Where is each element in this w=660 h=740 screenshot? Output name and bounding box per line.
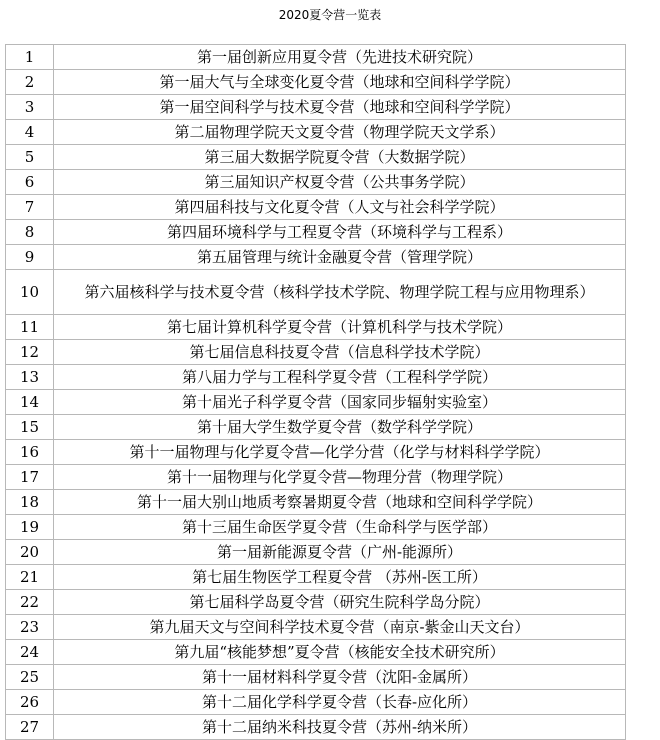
row-number: 25 <box>6 665 54 690</box>
table-row <box>6 715 626 740</box>
row-number: 12 <box>6 340 54 365</box>
table-row <box>6 565 626 590</box>
camp-name: 第五届管理与统计金融夏令营（管理学院） <box>54 245 626 270</box>
table-row <box>6 490 626 515</box>
camp-name: 第八届力学与工程科学夏令营（工程科学学院） <box>54 365 626 390</box>
row-number: 21 <box>6 565 54 590</box>
row-number: 20 <box>6 540 54 565</box>
row-number: 18 <box>6 490 54 515</box>
camp-name: 第十一届物理与化学夏令营—物理分营（物理学院） <box>54 465 626 490</box>
row-number: 3 <box>6 95 54 120</box>
page-title: 2020夏令营一览表 <box>278 8 382 22</box>
table-row <box>6 665 626 690</box>
camp-name: 第十一届大别山地质考察暑期夏令营（地球和空间科学学院） <box>54 490 626 515</box>
table-row <box>6 590 626 615</box>
table-row <box>6 415 626 440</box>
table-row <box>6 270 626 315</box>
table-row <box>6 45 626 70</box>
row-number: 26 <box>6 690 54 715</box>
table-row <box>6 390 626 415</box>
table-row <box>6 195 626 220</box>
camp-name: 第三届知识产权夏令营（公共事务学院） <box>54 170 626 195</box>
camp-name: 第一届大气与全球变化夏令营（地球和空间科学学院） <box>54 70 626 95</box>
table-row <box>6 640 626 665</box>
table-row <box>6 170 626 195</box>
camp-name: 第一届创新应用夏令营（先进技术研究院） <box>54 45 626 70</box>
table-row <box>6 465 626 490</box>
row-number: 14 <box>6 390 54 415</box>
row-number: 17 <box>6 465 54 490</box>
camp-table <box>5 44 626 740</box>
row-number: 11 <box>6 315 54 340</box>
camp-name: 第七届生物医学工程夏令营 （苏州-医工所） <box>54 565 626 590</box>
row-number: 5 <box>6 145 54 170</box>
camp-name: 第十届光子科学夏令营（国家同步辐射实验室） <box>54 390 626 415</box>
camp-name: 第十一届物理与化学夏令营—化学分营（化学与材料科学学院） <box>54 440 626 465</box>
row-number: 13 <box>6 365 54 390</box>
camp-name: 第十三届生命医学夏令营（生命科学与医学部） <box>54 515 626 540</box>
camp-name: 第一届新能源夏令营（广州-能源所） <box>54 540 626 565</box>
row-number: 2 <box>6 70 54 95</box>
row-number: 7 <box>6 195 54 220</box>
camp-name: 第十二届纳米科技夏令营（苏州-纳米所） <box>54 715 626 740</box>
table-row <box>6 245 626 270</box>
table-row <box>6 340 626 365</box>
camp-name: 第四届环境科学与工程夏令营（环境科学与工程系） <box>54 220 626 245</box>
table-row <box>6 120 626 145</box>
table-row <box>6 440 626 465</box>
row-number: 15 <box>6 415 54 440</box>
table-row <box>6 220 626 245</box>
row-number: 27 <box>6 715 54 740</box>
table-row <box>6 315 626 340</box>
row-number: 9 <box>6 245 54 270</box>
table-row <box>6 615 626 640</box>
row-number: 19 <box>6 515 54 540</box>
table-row <box>6 145 626 170</box>
camp-name: 第十二届化学科学夏令营（长春-应化所） <box>54 690 626 715</box>
row-number: 6 <box>6 170 54 195</box>
row-number: 24 <box>6 640 54 665</box>
row-number: 16 <box>6 440 54 465</box>
camp-name: 第二届物理学院天文夏令营（物理学院天文学系） <box>54 120 626 145</box>
row-number: 23 <box>6 615 54 640</box>
table-row <box>6 95 626 120</box>
table-row <box>6 365 626 390</box>
row-number: 8 <box>6 220 54 245</box>
table-row <box>6 515 626 540</box>
camp-name: 第三届大数据学院夏令营（大数据学院） <box>54 145 626 170</box>
camp-name: 第九届天文与空间科学技术夏令营（南京-紫金山天文台） <box>54 615 626 640</box>
camp-name: 第七届计算机科学夏令营（计算机科学与技术学院） <box>54 315 626 340</box>
camp-name: 第一届空间科学与技术夏令营（地球和空间科学学院） <box>54 95 626 120</box>
camp-name: 第十届大学生数学夏令营（数学科学学院） <box>54 415 626 440</box>
row-number: 22 <box>6 590 54 615</box>
row-number: 4 <box>6 120 54 145</box>
table-row <box>6 70 626 95</box>
camp-name: 第七届信息科技夏令营（信息科学技术学院） <box>54 340 626 365</box>
camp-name: 第十一届材料科学夏令营（沈阳-金属所） <box>54 665 626 690</box>
camp-name: 第七届科学岛夏令营（研究生院科学岛分院） <box>54 590 626 615</box>
camp-name: 第九届“核能梦想”夏令营（核能安全技术研究所） <box>54 640 626 665</box>
table-row <box>6 690 626 715</box>
camp-name: 第六届核科学与技术夏令营（核科学技术学院、物理学院工程与应用物理系） <box>54 270 626 315</box>
camp-table-body <box>6 45 626 740</box>
row-number: 1 <box>6 45 54 70</box>
table-row <box>6 540 626 565</box>
camp-name: 第四届科技与文化夏令营（人文与社会科学学院） <box>54 195 626 220</box>
row-number: 10 <box>6 270 54 315</box>
